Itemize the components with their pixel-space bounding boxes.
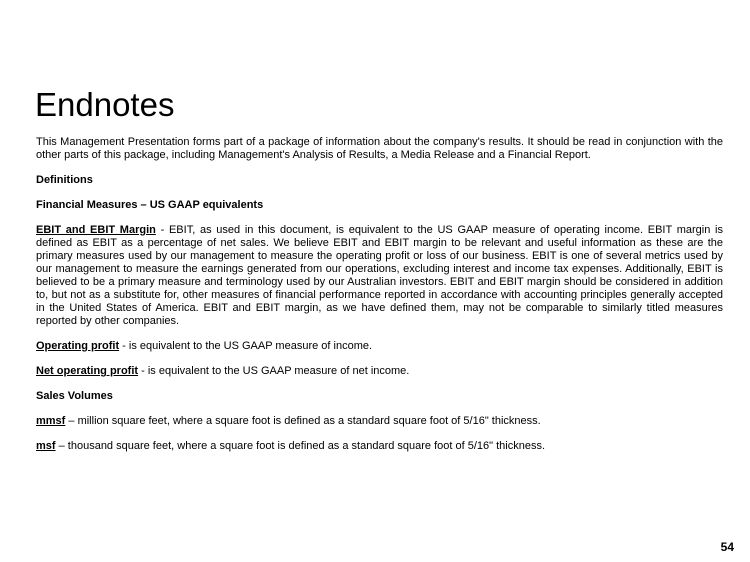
heading-financial-measures: Financial Measures – US GAAP equivalents [36, 199, 264, 211]
definition-net-operating-profit-term: Net operating profit [36, 365, 139, 377]
page-title: Endnotes [35, 86, 175, 124]
definition-msf [36, 440, 723, 453]
definition-mmsf-body: – million square feet, where a square foot is defined as a standard square foot of 5/16" thickness. [65, 415, 541, 427]
definition-mmsf [36, 415, 723, 428]
definition-operating-profit-body: - is equivalent to the US GAAP measure of income. [119, 340, 373, 352]
definition-ebit-term: EBIT and EBIT Margin [36, 224, 156, 236]
definition-msf-body: – thousand square feet, where a square foot is defined as a standard square foot of 5/16" thickness. [55, 440, 546, 452]
definition-ebit-body: - EBIT, as used in this document, is equivalent to the US GAAP measure of operating income. EBIT margin is defined as EBIT as a percentage of net sales. We believe EBIT and EBIT margin to be relevant and useful information as these are the primary measures used by our management to measure the operating profit or loss of our business. EBIT is one of several metrics used by our management to measure the earnings generated from our operations, excluding interest and income tax expenses. Additionally, EBIT is believed to be a primary measure and terminology used by our Australian investors. EBIT and EBIT margin should be considered in addition to, but not as a substitute for, other measures of financial performance reported in accordance with accounting principles generally accepted in the United States of America. EBIT and EBIT margin, as we have defined them, may not be comparable to similarly titled measures reported by other companies. [36, 224, 723, 327]
heading-definitions: Definitions [36, 174, 93, 186]
definition-net-operating-profit [36, 365, 723, 378]
definition-operating-profit-term: Operating profit [36, 340, 120, 352]
body-text-block [36, 136, 723, 465]
definition-operating-profit [36, 340, 723, 353]
page-number: 54 [720, 540, 734, 554]
heading-sales-volumes: Sales Volumes [36, 390, 113, 402]
definition-mmsf-term: mmsf [36, 415, 66, 427]
definition-ebit [36, 224, 723, 328]
intro-paragraph: This Management Presentation forms part of a package of information about the company's results. It should be read in conjunction with the other parts of this package, including Management's Analysis of Results, a Media Release and a Financial Report. [36, 136, 723, 161]
definition-msf-term: msf [36, 440, 56, 452]
definition-net-operating-profit-body: - is equivalent to the US GAAP measure of net income. [138, 365, 410, 377]
